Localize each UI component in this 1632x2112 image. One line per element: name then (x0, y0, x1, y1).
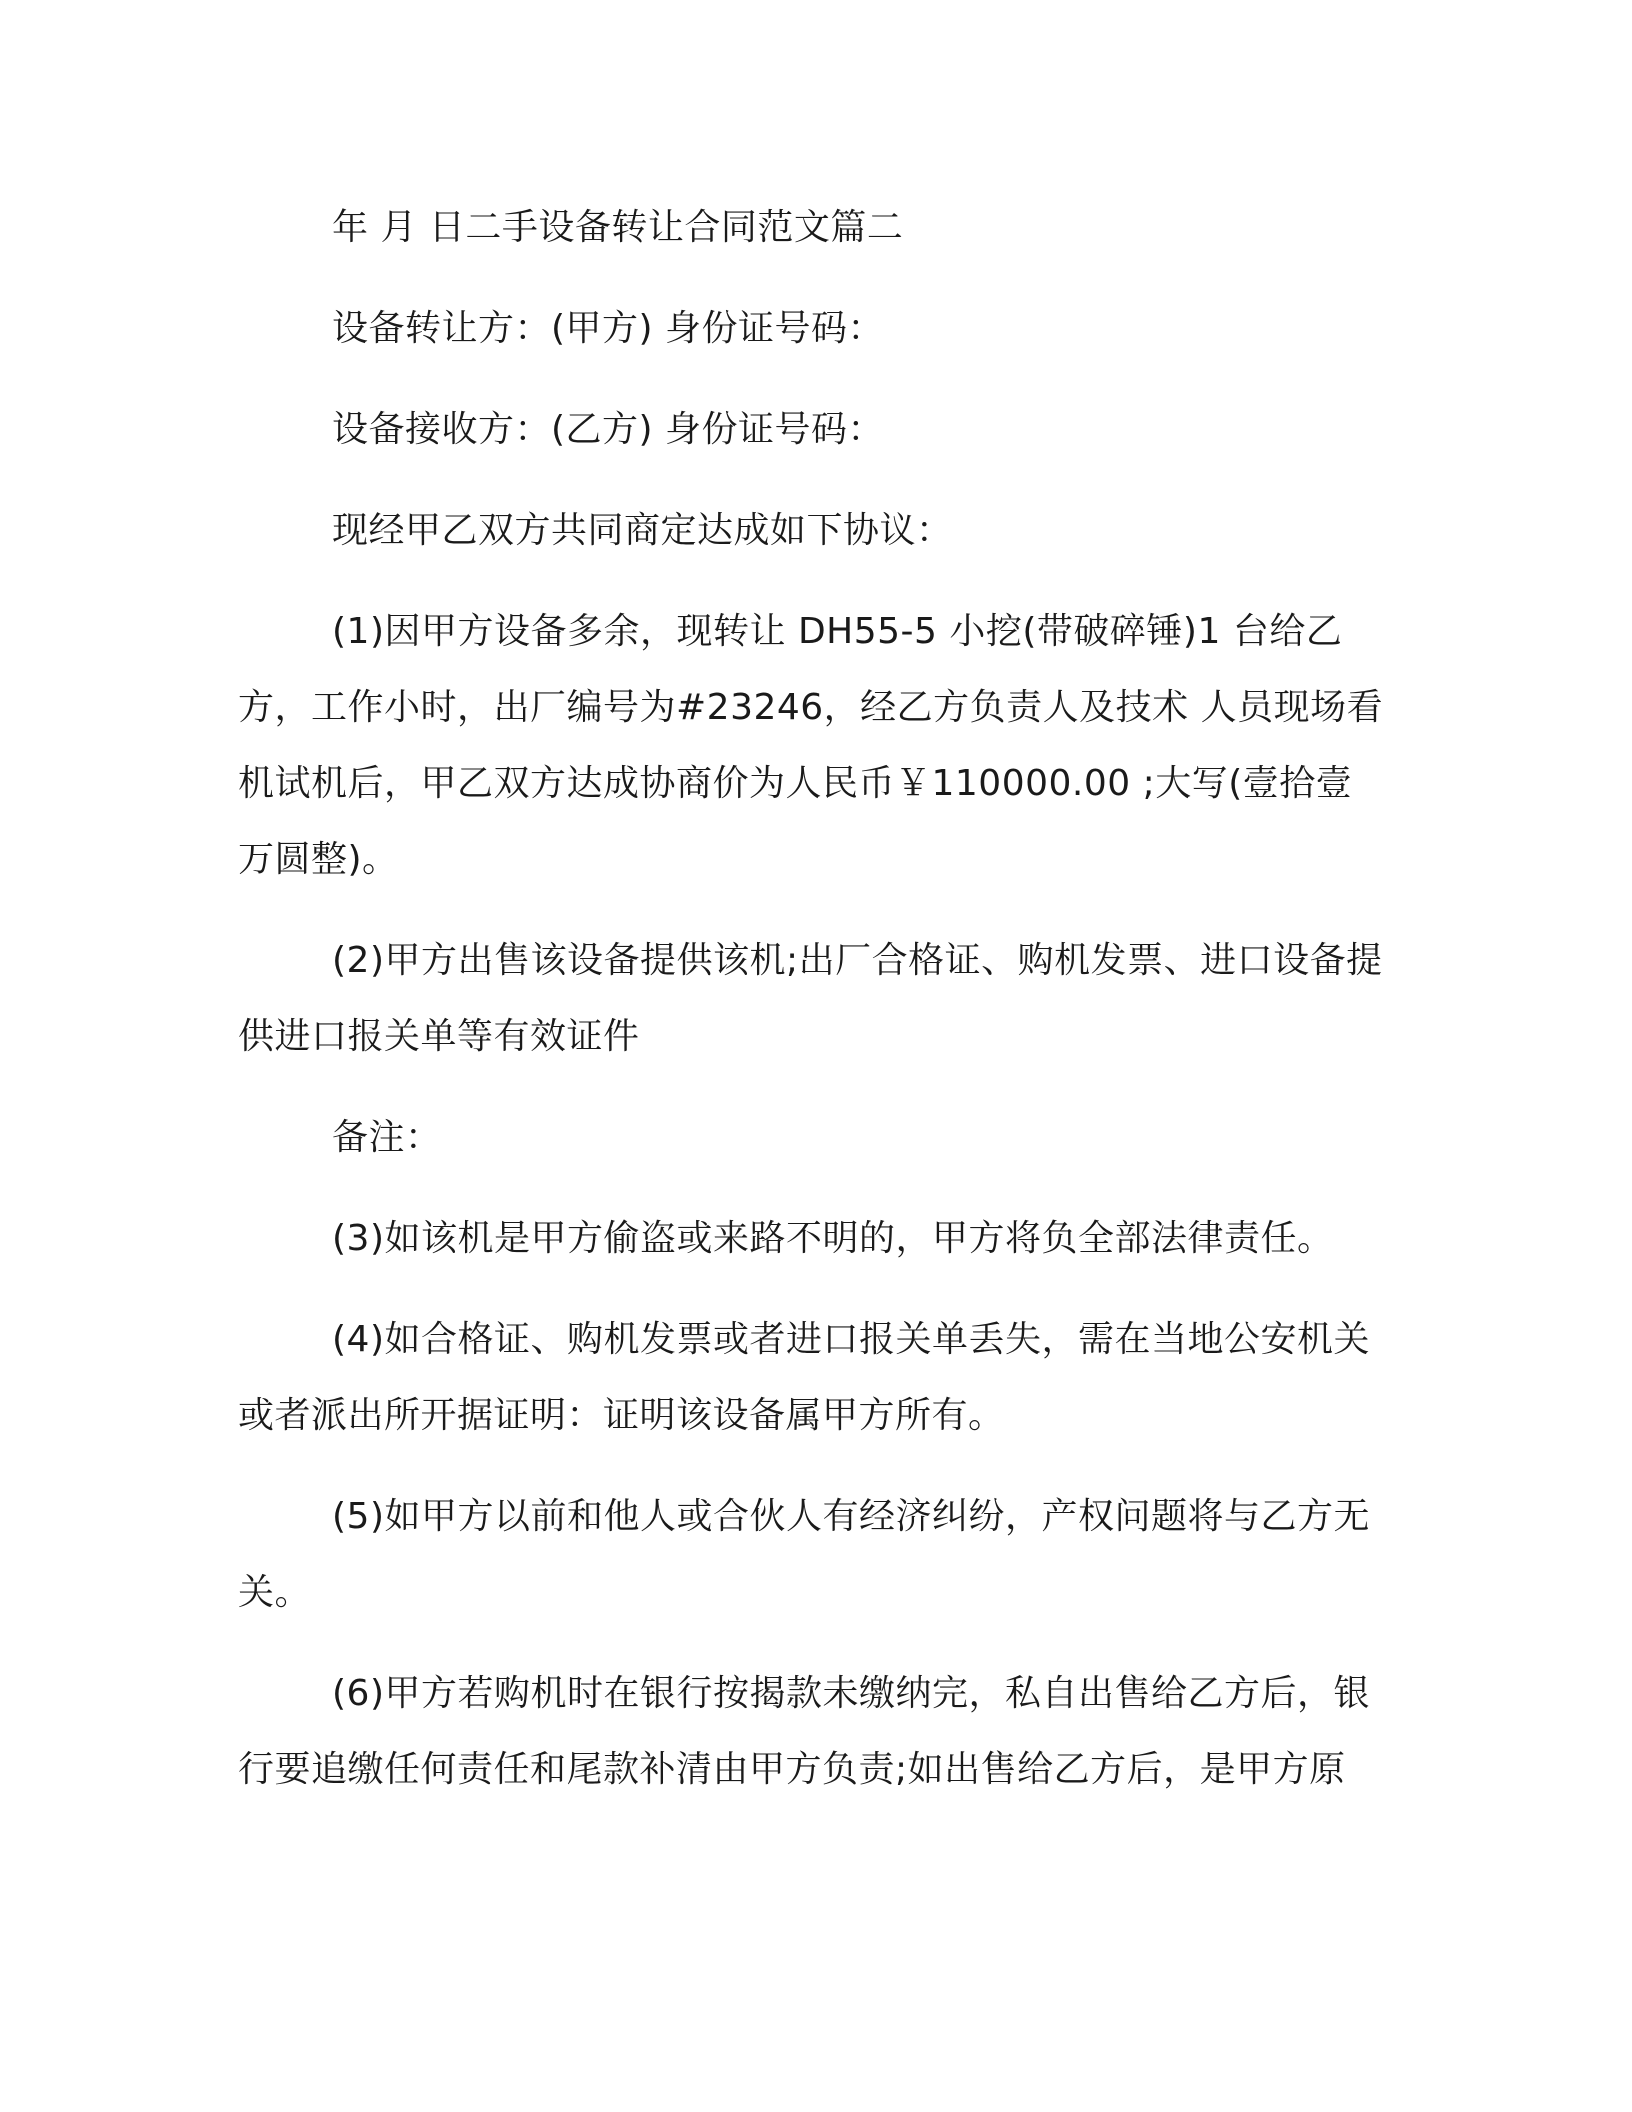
transferor-line: 设备转让方：(甲方) 身份证号码： (332, 308, 885, 349)
transferee-line: 设备接收方：(乙方) 身份证号码： (332, 409, 885, 450)
clause-3: (3)如该机是甲方偷盗或来路不明的，甲方将负全部法律责任。 (332, 1218, 1334, 1259)
document-title: 年 月 日二手设备转让合同范文篇二 (332, 207, 904, 248)
clause-1: (1)因甲方设备多余，现转让 DH55-5 小挖(带破碎锤)1 台给乙方，工作小时，出厂编号为#23246，经乙方负责人及技术 人员现场看机试机后，甲乙双方达成协商价为人民币￥110000.00 ;大写(壹拾壹万圆整)。 (238, 611, 1384, 880)
clause-2: (2)甲方出售该设备提供该机;出厂合格证、购机发票、进口设备提供进口报关单等有效证件 (238, 940, 1383, 1057)
document-body (238, 190, 1388, 1808)
clause-5: (5)如甲方以前和他人或合伙人有经济纠纷，产权问题将与乙方无关。 (238, 1496, 1370, 1613)
clause-6: (6)甲方若购机时在银行按揭款未缴纳完，私自出售给乙方后，银行要追缴任何责任和尾款补清由甲方负责;如出售给乙方后，是甲方原 (238, 1673, 1370, 1790)
clause-4: (4)如合格证、购机发票或者进口报关单丢失，需在当地公安机关或者派出所开据证明：证明该设备属甲方所有。 (238, 1319, 1370, 1436)
agreement-intro: 现经甲乙双方共同商定达成如下协议： (332, 510, 953, 551)
remarks-heading: 备注： (332, 1117, 442, 1158)
